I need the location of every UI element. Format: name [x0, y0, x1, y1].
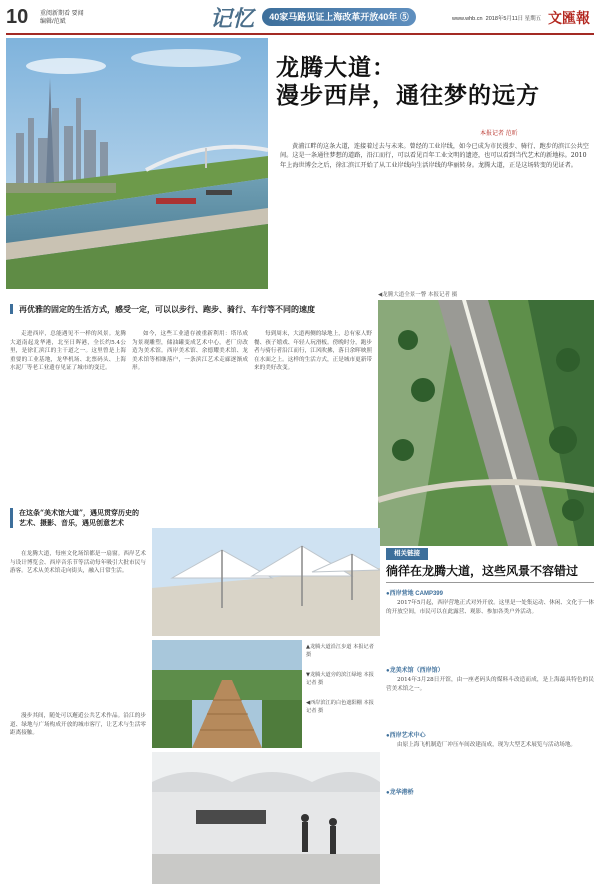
- section1-column3-text: 每到周末，大道两侧的绿地上，总有家人野餐、孩子嬉戏、年轻人玩滑板。傍晚时分，跑步者与骑行者沿江而行，江风吹拂，落日余晖映照在水面之上。这样的生活方式，正是城市更新带来的美好改变。: [254, 331, 372, 372]
- website-url: www.whb.cn: [452, 16, 483, 22]
- section2-column1-text: 在龙腾大道，每座文化场馆都是一扇窗。西岸艺术与设计博览会、西岸音乐节等活动每年吸引大批市民与游客。艺术从美术馆走向街头，融入日常生活。: [10, 551, 146, 575]
- hero-riverside-photo: [6, 38, 268, 289]
- section1-column2-text: 如今，这些工业遗存被重新利用：塔吊成为景观雕塑，储油罐变成艺术中心，老厂房改造为美术馆。西岸美术馆、余德耀美术馆、龙美术馆等相继落户，一条滨江艺术走廊逐渐成形。: [132, 331, 248, 372]
- sidebar-divider: [386, 582, 594, 583]
- section1-subhead: 再优雅的固定的生活方式，感受一定，可以以步行、跑步、骑行、车行等不同的速度: [10, 304, 370, 314]
- article-title: [276, 54, 540, 110]
- section2-subhead: 在这条“美术馆大道”，遇见贯穿历史的艺术、摄影、音乐，遇见创意艺术: [10, 508, 146, 528]
- sidebar-tag: 相关链接: [386, 548, 428, 560]
- sidebar-text-long-museum-p: 2014年3月28日开馆，由一座老码头的煤料斗改造而成，是上海最具特色的民营美术馆之一。: [386, 677, 594, 692]
- issue-date: 2018年5月11日 星期五: [485, 16, 542, 22]
- section1-column1: [10, 330, 126, 530]
- sidebar-text-long-museum: [386, 676, 594, 724]
- series-brush-title: 记忆: [210, 6, 255, 32]
- aerial-road-photo: [378, 300, 594, 546]
- right-photo-caption: ◀龙腾大道全景一瞥 本报记者 摄: [378, 292, 458, 298]
- sidebar-text-art-center-p: 由原上海飞机制造厂冲压车间改建而成，现为大型艺术展览与活动场地。: [397, 742, 577, 748]
- sidebar-sub-long-museum: ●龙美术馆（西岸馆）: [386, 668, 444, 674]
- boardwalk-caption: ▲龙腾大道沿江步道 本报记者 摄: [306, 644, 374, 658]
- date-line: [452, 14, 541, 22]
- article-intro: 黄浦江畔的这条大道，连接着过去与未来。曾经的工业岸线，如今已成为市民漫步、骑行、跑步的滨江公共空间。这是一条通往梦想的道路，沿江而行，可以看见百年工业文明的遗迹，也可以看到当代艺术的新地标。2010年上海世博会之后，徐汇滨江开始了从工业岸线向生活岸线的华丽转身。龙腾大道，正是这场转变的见证者。: [280, 143, 589, 169]
- series-banner: 40家马路见证上海改革开放40年 ⑤: [262, 8, 416, 26]
- header-divider: [6, 33, 594, 35]
- section2-column1: [10, 550, 146, 710]
- article-title-line1: 龙腾大道：: [276, 54, 396, 81]
- section2-column2-text: 漫步其间，随处可以邂逅公共艺术作品。沿江的步道、绿地与广场构成开放的城市客厅，让艺术与生活零距离接触。: [10, 713, 146, 737]
- sidebar-text-camp399-p: 2017年5月起，西岸营地正式对外开放。这里是一处集运动、休闲、文化于一体的开放空间，市民可以在此露营、观影、参加各类户外活动。: [386, 600, 594, 615]
- sidebar-text-art-center: [386, 741, 594, 781]
- section1-column2: [132, 330, 248, 530]
- section1-column1-text: 走进西岸，总能遇见不一样的风景。龙腾大道南起龙华港，北至日晖港，全长约5.4公里，是徐汇滨江的主干道之一。这里曾是上海重要的工业基地，龙华机场、北票码头、上海水泥厂等老工业遗存见证了城市的变迁。: [10, 331, 126, 372]
- page-label-line1: 重阅新期看 要闻: [40, 11, 84, 17]
- sidebar-title: 徜徉在龙腾大道，这些风景不容错过: [386, 564, 579, 578]
- page-number: 10: [6, 6, 29, 28]
- byline: 本报记者 范昕: [480, 131, 518, 137]
- sidebar-body: [386, 588, 594, 796]
- riverside-caption: ▼龙腾大道旁的滨江绿地 本报记者 摄: [306, 672, 374, 686]
- sidebar-sub-bridge: ●龙华港桥: [386, 790, 414, 796]
- page-header: [0, 0, 600, 38]
- section1-column3: [254, 330, 372, 530]
- canopy-photo: [152, 528, 380, 636]
- sidebar-sub-art-center: ●西岸艺术中心: [386, 733, 426, 739]
- boardwalk-photo: [152, 640, 302, 748]
- newspaper-logo: 文匯報: [548, 11, 590, 27]
- article-title-line2: 漫步西岸，通往梦的远方: [276, 82, 540, 109]
- page-section-label: [40, 10, 84, 26]
- page-label-line2: 编辑/范斌: [40, 19, 66, 25]
- section2-column2: [10, 712, 146, 882]
- museum-photo: [152, 752, 380, 884]
- canopy-caption: ◀西岸滨江的白色遮阳棚 本报记者 摄: [306, 700, 374, 714]
- sidebar-text-camp399: [386, 599, 594, 659]
- sidebar-sub-camp399: ●西岸营地 CAMP399: [386, 591, 443, 597]
